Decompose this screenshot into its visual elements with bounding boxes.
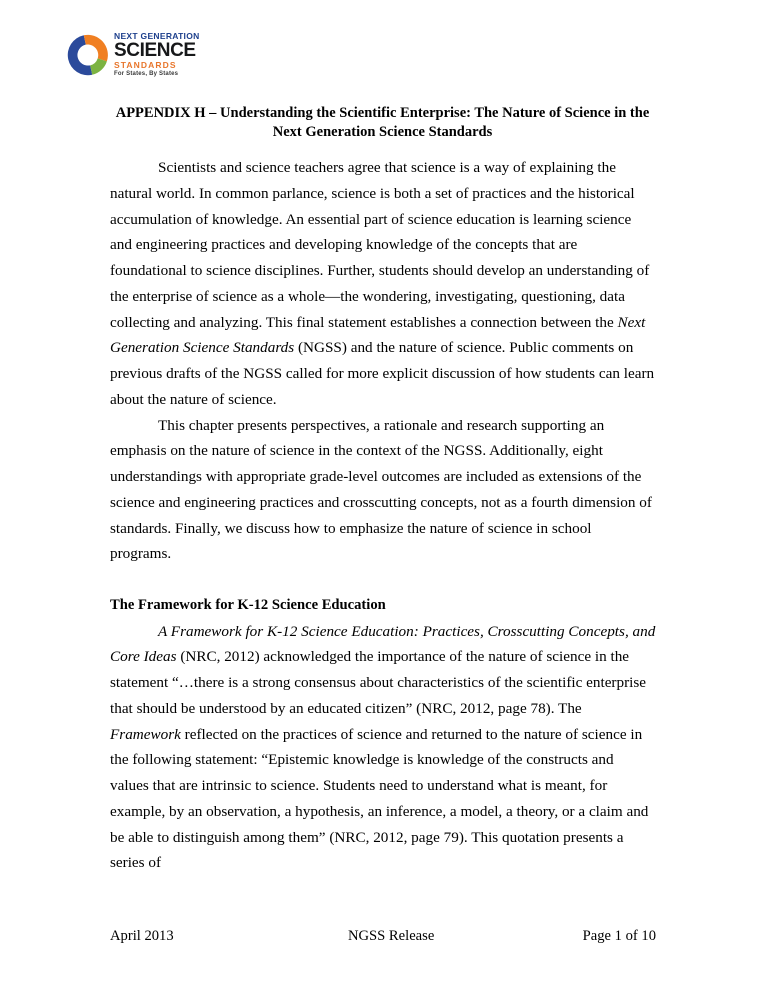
footer-release-label: NGSS Release — [347, 928, 435, 944]
ngss-logo-wordmark — [114, 32, 246, 77]
paragraph-framework-text-b: reflected on the practices of science and returned to the nature of science in the following statement: “Epistemic knowledge is knowledge of the constructs and values that are intrinsic to science. Students need to understand what is meant, for example, by an observation, a hypothesis, an inference, a model, a theory, or a claim and be able to distinguish among them” (NRC, 2012, page 79). This quotation presents a series of — [110, 725, 649, 872]
footer-page-number: Page 1 of 10 — [582, 928, 656, 944]
framework-title-italic: A Framework for K-12 Science Education: Practices, Crosscutting Concepts, and Core Ideas — [110, 622, 656, 666]
ngss-title-italic: Next Generation Science Standards — [110, 313, 646, 357]
page-title-line-2: the Next Generation Science Standards — [272, 105, 650, 141]
paragraph-intro — [110, 155, 656, 413]
page-title-line-1: APPENDIX H – Understanding the Scientific Enterprise: The Nature of Science in — [115, 105, 627, 121]
section-heading-framework: The Framework for K-12 Science Education — [110, 596, 386, 613]
ngss-logo-mark-icon — [66, 33, 110, 77]
paragraph-intro-text-b: (NGSS) and the nature of science. Public comments on previous drafts of the NGSS called for more explicit discussion of how students can learn about the nature of science. — [110, 339, 655, 408]
paragraph-framework — [110, 619, 656, 877]
paragraph-intro-text-a: Scientists and science teachers agree that science is a way of explaining the natural world. In common parlance, science is both a set of practices and the historical accumulation of knowledge. An essential part of science education is learning science and engineering practices and developing knowledge of the concepts that are foundational to science disciplines. Further, students should develop an understanding of the enterprise of science as a whole—the wondering, investigating, questioning, data collecting and analyzing. This final statement establishes a connection between the — [110, 159, 650, 331]
logo-line-tagline: For States, By States — [114, 71, 179, 78]
logo-line-science: SCIENCE — [114, 39, 196, 61]
page-title — [110, 104, 655, 142]
paragraph-spacer — [110, 567, 656, 593]
paragraph-framework-text-a: (NRC, 2012) acknowledged the importance of the nature of science in the statement “…there is a strong consensus about characteristics of the scientific enterprise that should be understood by an educated citizen” (NRC, 2012, page 78). The — [110, 648, 647, 717]
logo-line-next-generation: NEXT GENERATION — [114, 31, 200, 41]
framework-word-italic: Framework — [110, 725, 181, 743]
page-footer — [110, 928, 656, 945]
paragraph-chapter-overview: This chapter presents perspectives, a rationale and research supporting an emphasis on the nature of science in the context of the NGSS. Additionally, eight understandings with appropriate grade-level outcomes are included as extensions of the science and engineering practices and crosscutting concepts, not as a fourth dimension of standards. Finally, we discuss how to emphasize the nature of science in school programs. — [110, 416, 652, 563]
document-body — [110, 155, 656, 876]
ngss-logo — [66, 30, 246, 84]
logo-line-standards: STANDARDS — [114, 59, 177, 70]
footer-date: April 2013 — [110, 928, 174, 944]
